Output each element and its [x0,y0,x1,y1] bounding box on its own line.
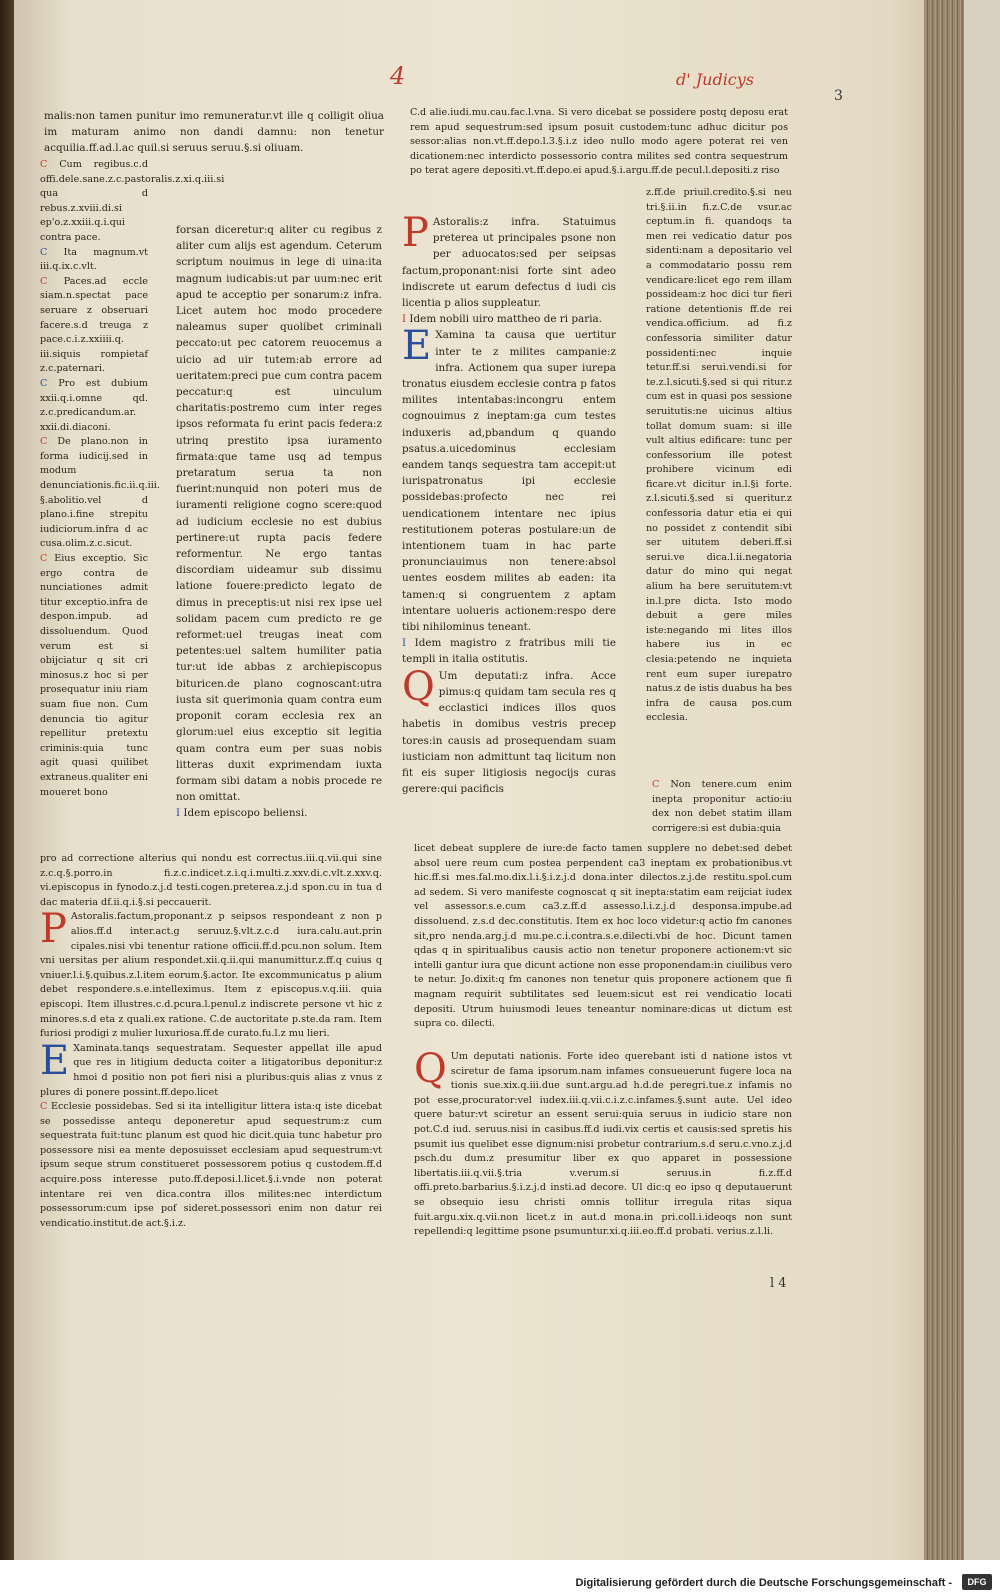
folio-number: 3 [834,88,843,104]
paragraph-mark: C [40,275,48,287]
paragraph-mark: C [40,436,48,448]
paragraph-mark: C [40,1101,48,1113]
paragraph-mark: I [402,313,407,326]
gloss-paces: C Paces.ad eccle siam.n.spectat pace seruare z obseruari facere.s.d treuga z pace.c.i.z.xxiiii.q. iii.siquis rompietaf z.c.paternari. [40,275,148,375]
running-head: d' Judicys [676,70,755,89]
right-gloss-deputati: Q Um deputati nationis. Forte ideo querebant isti d natione istos vt sciretur de fama ipsorum.nam infames consueuerunt fugere loca na tionis sue.xix.q.iii.due sunt.argu.ad h.d.de peregri.tue.z infamis no pot esse,procurator:vel iudex.iii.q.vii.c.i.z.c.infames.§.sunt aute. Uel ideo quere batur:vt sciretur an essent serui:quia seruus in iudicio stare non pot.C.d iud. seruus.nisi in casibus.ff.d iudi.vix certis et causis:sed spretis his psumit ius quelibet esse dignum:nisi probetur contrarium.s.d seru.c.vno.z.j.d psch.du dum.z presumitur liber ex quo apparet in possessione libertatis.iii.q.vii.§.tria v.verum.si seruus.in fi.z.ff.d offi.preto.barbarius.§.i.z.j.d insti.ad decore. Ul dic:q eo ipso q deputauerunt se obsequio iesu christi omnis tollitur irregula ritas siqua fuit.argu.xix.q.vii.non licet.z in aut.d mona.in pri.coll.i.ideoqs non sunt repellendi:q legittime psone psumuntur.xi.q.iii.eo.ff.d probati. verius.z.l.li. [414,1046,792,1238]
left-gloss-top: malis:non tamen punitur imo remuneratur.vt ille q colligit oliua im maturam animo non dandi damnu: non tenetur acquilia.ff.ad.l.ac quil.si seruus seruu.§.si oliuam. [44,110,384,155]
main-text-column-1: forsan diceretur:q aliter cu regibus z aliter cum alijs est agendum. Ceterum scriptum nouimus in lege di uina:ita magnum iudicabis:ut par uum:nec erit apud te acceptio per sonarum:z infra. Licet autem hoc modo procedere naleamus super quolibet criminali peccato:ut pec catorem reuocemus a uicio ad uir tutem:ab errore ad ueritatem:preci pue cum contra pacem peccatur:q est uinculum charitatis:postremo cum inter reges ipsos reformata fu erint pacis federa:z utrinq prestito ipsa iuramento firmata:que tame usq ad tempus pretaratum serua ta non fuerint:nunquid non poteri mus de iuramenti religione cogno scere:quod ad iudicium ecclesie no est dubius pertinere:ut rupta pacis federe reformentur. Ne ergo tantas discordiam uideamur sub dissimu latione fouere:predicto legato de dimus in preceptis:ut nisi rex ipse uel solidam pacem cum predicto re ge reformet:uel treugas ineat com petentes:uel saltem humiliter patia tur:ut ide abbas z archiepiscopus bituricen.de plano cognoscant:utra iusta sit querimonia quam contra eum proponit coram ecclesia rex an glorum:uel eius exceptio sit legitia quam contra eum per suas nobis litteras duxit exprimendam iuxta formam sibi datam a nobis procede re non omittat. I Idem episcopo beliensi. [176,224,382,820]
paragraph-mark: C [40,377,48,389]
initial-letter-q: Q [402,663,435,710]
gloss-cum-regibus: C Cum regibus.c.d offi.dele.sane.z.c.pastoralis.z.xi.q.iii.si qua d rebus.z.xviii.di.si ep'o.z.xxiii.q.i.qui contra pace. [40,159,225,243]
paragraph-mark: I [176,807,181,820]
paragraph-mark: C [40,553,48,565]
page-edges [924,0,964,1560]
dfg-logo: DFG [962,1574,992,1590]
paragraph-mark: I [402,637,407,650]
right-gloss-full: licet debeat supplere de iure:de facto tamen supplere no debet:sed debet absol uere reum cum postea perpendent ca3 ineptam ex probationibus.vt hic.ff.si mes.fal.mo.dix.l.i.§.i.z.j.d dona.inter dilectos.z.j.de restitu.spol.cum ad sedem. Si vero manifeste cognoscat q sit inepta:statim eam reijciat iudex vel assessor.s.e.cum ca3.z.ff.d assesso.l.i.z.j.d desponsa.impube.ad dissoluend. z.s.d dec.constitutis. Item ex hoc loco videtur:q actio fm canones sit,pro nenda.arg.j.d mu.pe.c.i.contra.s.e.dilecti.vbi de hoc. Dicunt tamen qdas q in spiritualibus causis actio non tenetur proponere actionem:vt sic intelli gantur iura que dicunt actione non esse proponendam:in ciuilibus vero te netur. Jo.dixit:q fm canones non tenetur quis proponere actionem que fi magnam requirit subtilitates sed leuem:sicut est rei vendicatio locati depositi. Utrum huiusmodi leues teneantur nominare:dicas ut dictum est supra co. dilecti. [414,843,792,1030]
initial-letter-q: Q [414,1046,447,1092]
gloss-eius-exceptio: C Eius exceptio. Sic ergo contra de nunciationes admit titur exceptio.infra de despon.impub. ad dissoluendum. Quod verum est si obijciatur q sit cri minosus.z hoc si per prosequatur iniu riam suam fiue non. Cum denuncia tio agitur repellitur pretextu criminis:quia tunc agit quasi quilibet extraneus.qualiter eni moueret bono [40,553,148,798]
main-text-column-2: P Astoralis:z infra. Statuimus preterea ut principales psone non per aduocatos:sed per seipsas factum,proponant:nisi forte sint adeo indiscrete ut earum defectus d iudi cis licentia p alios suppleatur. I Idem nobili uiro mattheo de ri paria. E Xamina ta causa que uertitur inter te z milites campanie:z infra. Actionem qua super iurepa tronatus eiusdem ecclesie contra p fatos milites intentabas:incongru entem cognouimus z ineptam:ga cum testes induxeris ad,pbandum q quando psatus.a.uicedominus ecclesiam eandem tanqs sequestra tam accepit:ut iurispatronatus ipi ecclesie possidebas:profecto nec rei uendicationem intentare nec ipius restitutionem poteras postulare:un de intentionem tuam in hac parte pronunciauimus non tenere:absol uentes eosdem milites ab eaden: ita tamen:q si congruentem z aptam intentare uolueris actionem:respo dere tibi nihilominus teneant. I Idem magistro z fratribus mili tie templi in italia ostitutis. Q Um deputati:z infra. Acce pimus:q quidam tam secula res q ecclastici indices illos quos habetis in domibus vestris precep tores:in causis ad prosequendam suam iusticiam non admittunt taq licitum non fit eis super litigiosis negocijs curas gerere:qui pacificis [402,210,616,796]
left-gloss-bottom: pro ad correctione alterius qui nondu est correctus.iii.q.vii.qui sine z.c.q.§.porro.in fi.z.c.indicet.z.i.q.i.multi.z.xxv.di.c.vlt.z.xxv.q. vi.episcopus in fynodo.z.j.d testi.cogen.preterea.z.j.d spon.cu in tua d dac materia df.ii.q.i.§.si peccauerit. P Astoralis.factum,proponant.z p seipsos respondeant z non p alios.ff.d inter.act.g seruuz.§.vlt.z.c.d iura.calu.aut.prin cipales.nisi vbi tenentur ratione officii.ff.d.pcu.non solum. Item vni uersitas per alium respondet.xii.q.ii.qui manumittur.z.ff.q cuius q vniuer.l.i.§.quibus.z.l.item eorum.§.actor. Ite excommunicatus p alium debet respondere.s.e.intelleximus. Item z episcopus.v.q.iii. quia episcopi. Item illustres.c.d.pcura.l.penul.z indiscrete persone vt hic z minores.s.d eta z quali.ex ratione. C.de auctoritate p.ste.da ram. Item furiosi prodigi z mulier luxuriosa.ff.de curato.fu.l.z mu lieri. E Xaminata.tanqs sequestratam. Sequester appellat ille apud que res in litigium deducta coiter a litigatoribus deponitur:z hmoi d positio non pot fieri nisi a pluribus:quis alias z vnus z plures di ponere possint.ff.depo.licet C Ecclesie possidebas. Sed si ita intelligitur littera ista:q iste dicebat se possedisse antequ deponeretur apud sequestrum:z cum sequestrata fuit:tunc planum est quod hic dicit.quia tunc habetur pro possessore nisi ea mente deposuisset ecclesiam apud sequestrum:vt ipsum seque strum constitueret possessorem potius q custodem.ff.d acquire.poss interesse puto.ff.deposi.l.licet.§.i.vnde non poterat intentare rei ven dica.contra illos milites:nec interdictum possessorum:cum ipse pof sideret.possessori enim non datur rei vendicatio.institut.de act.§.i.z. [40,853,382,1229]
paragraph-mark: C [40,159,48,170]
footer-credit: Digitalisierung gefördert durch die Deutsche Forschungsgemeinschaft - [575,1577,952,1589]
initial-letter-e: E [40,1037,70,1084]
gloss-pro-est: C Pro est dubium xxii.q.i.omne qd. z.c.predicandum.ar. xxii.di.diaconi. [40,377,148,433]
initial-letter-p: P [40,906,67,953]
folio-mark: 4 [390,62,406,90]
signature-mark: l 4 [770,1276,787,1291]
gloss-ita-magnum: C Ita magnum.vt iii.q.ix.c.vlt. [40,246,148,273]
paragraph-mark: C [652,779,660,790]
paragraph-mark: C [40,246,48,258]
initial-letter-e: E [402,323,432,370]
right-gloss-top: C.d alie.iudi.mu.cau.fac.l.vna. Si vero dicebat se possidere postq deposu erat rem apud sequestrum:sed ipsum posuit custodem:tunc adhuc dicitur pos sessor:alias non.vt.ff.depo.l.3.§.i.z ideo nullo modo agere poterat rei ven dicationem:nec interdicto possessorio contra milites sed contra sequestrum po terat agere depositi.vt.ff.depo.ei apud.§.i.argu.ff.de pecul.l.depositi.z riso [410,107,788,177]
gloss-de-plano: C De plano.non in forma iudicij.sed in modum denunciationis.fic.ii.q.iii. §.abolitio.vel d plano.i.fine strepitu iudiciorum.infra d ac cusa.olim.z.c.sicut. [40,436,160,550]
gloss-non-tenere: C Non tenere.cum enim inepta proponitur actio:iu dex non debet statim illam corrigere:si est dubia:quia [652,779,792,834]
initial-letter-p: P [402,210,429,256]
right-margin-gloss: z.ff.de priuil.credito.§.si neu tri.§.ii.in fi.z.C.de vsur.ac ceptum.in fi. quandoqs ta men rei vedicatio datur pos sidenti:nam a depositario vel a commodatario possu rem vendicare:licet ego rem illam possideam:z hoc dici tur fieri ratione detentionis ff.de rei vendica.officium. ad fi.z confessoria similiter datur possidenti:nec inquie tetur.ff.si serui.vendi.si for te.z.l.sicuti.§.sed si qui ritur.z cum est in quasi pos sessione seruitutis:ne uicinus altius tollat domum suam: si ille vult altius edificare: tunc per confessorium ille potest prohibere vicinum edi ficare.vt dicitur in.l.§i forte. z.l.sicuti.§.sed si queritur.z confessoria datur etia ei qui no possidet z contendit sibi ser uitutem deberi.ff.si serui.ve dica.l.ii.negatoria datur do mino qui negat alium ha bere seruitutem:vt in.l.pre dicta. Isto modo debuit a gere miles iste:negando mi lites illos habere ius in ec clesia:petendo ne inquieta rent eum super iurepatro natus.z de istis duabus ha bes infra de causa pos.cum ecclesia. [646,187,792,724]
left-margin-gloss [40,158,225,870]
